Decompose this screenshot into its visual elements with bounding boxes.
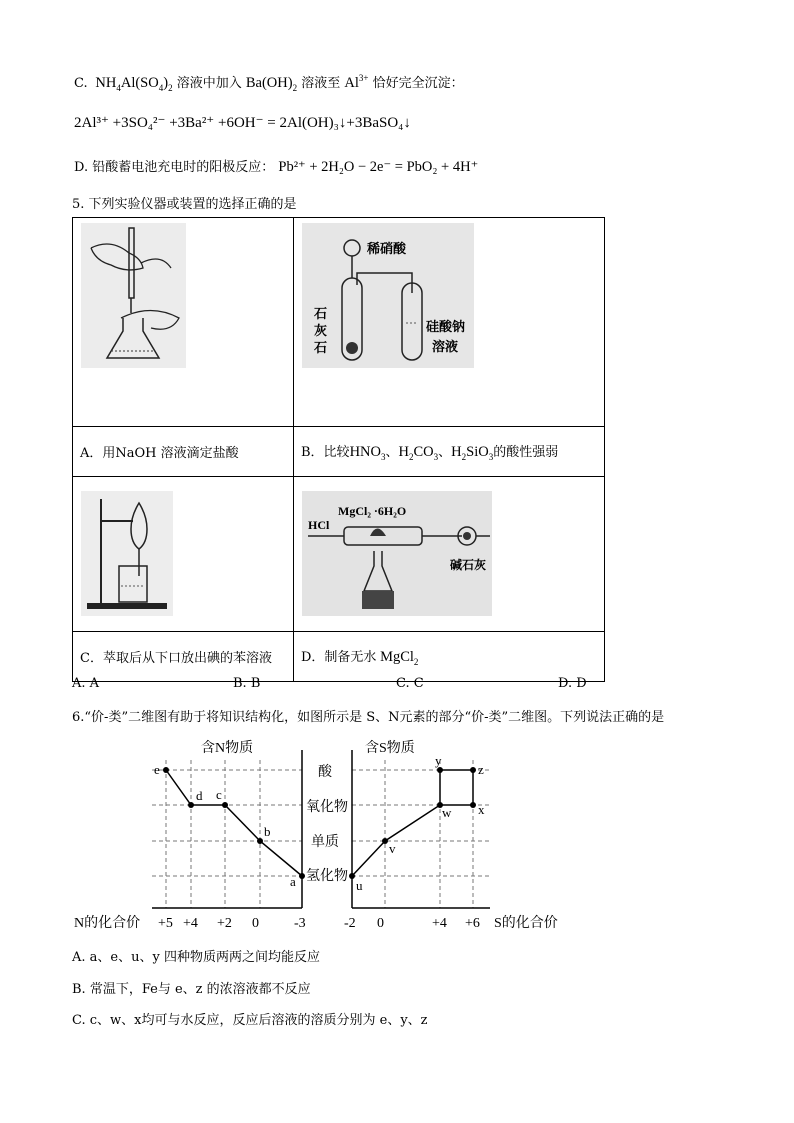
s-tick-2: +4	[432, 916, 447, 931]
point-label-x: x	[478, 802, 485, 817]
point-e	[163, 767, 169, 773]
label-stone1: 石	[314, 306, 328, 321]
label-solution: 溶液	[432, 339, 459, 354]
choice-b[interactable]: B. B	[233, 676, 261, 691]
s-axis-label: S的化合价	[494, 916, 558, 931]
series-s-line	[352, 770, 473, 876]
option-c-text1: 溶液中加入	[176, 76, 242, 91]
separatory-funnel-image	[81, 491, 173, 616]
q6-option-a: A. a、e、u、y 四种物质两两之间均能反应	[72, 950, 320, 965]
point-v	[382, 838, 388, 844]
label-stone2: 灰	[314, 323, 328, 338]
series-n-line	[166, 770, 302, 876]
point-u	[349, 873, 355, 879]
label-stone3: 石	[314, 340, 328, 355]
s-tick-3: +6	[465, 916, 480, 931]
option-b-suffix: 的酸性强弱	[493, 445, 559, 461]
point-label-c: c	[216, 787, 222, 802]
n-tick-2: +2	[217, 916, 232, 931]
point-label-u: u	[356, 878, 363, 893]
mgcl2-apparatus-image	[302, 491, 492, 616]
n-tick-1: +4	[183, 916, 198, 931]
option-b: B．比较$HNO_3$、$H_2CO_3$、$H_2SiO_3$的酸性强弱	[294, 427, 605, 477]
option-a: A．用NaOH 溶液滴定盐酸	[73, 427, 294, 477]
point-b	[257, 838, 263, 844]
option-c-prefix: C.	[74, 76, 88, 91]
category-element: 单质	[311, 835, 339, 850]
point-x	[470, 802, 476, 808]
chart-n-title: 含N物质	[201, 741, 254, 756]
label-soda-lime: 碱石灰	[450, 558, 487, 572]
acid-strength-image	[302, 223, 474, 368]
n-axis-label: N的化合价	[74, 916, 141, 931]
category-hydride: 氢化物	[306, 869, 348, 884]
label-hcl: HCl	[308, 518, 330, 532]
point-label-e: e	[154, 762, 160, 777]
formula-nh4al: $NH_4Al(SO_4)_2$	[91, 75, 173, 93]
point-label-d: d	[196, 788, 203, 803]
q6-option-b: B. 常温下，Fe与 e、z 的浓溶液都不反应	[72, 982, 311, 997]
formula-al3: $Al^{3+}$	[344, 73, 369, 91]
cell-image-d	[294, 477, 605, 632]
q4-d-equation: Pb²⁺ + 2H₂O − 2e⁻ = PbO₂ + 4H⁺	[278, 159, 479, 175]
option-b-prefix: B．比较	[301, 445, 350, 461]
point-z	[470, 767, 476, 773]
n-tick-4: -3	[294, 916, 306, 931]
point-c	[222, 802, 228, 808]
q4-option-c	[74, 72, 464, 93]
q4-c-equation: 2Al³⁺ +3SO₄²⁻ +3Ba²⁺ +6OH⁻ = 2Al(OH)₃↓+3BaSO₄↓	[74, 115, 411, 131]
point-d	[188, 802, 194, 808]
option-d-text: 铅酸蓄电池充电时的阳极反应：	[92, 160, 275, 175]
s-tick-1: 0	[377, 916, 384, 931]
valence-category-chart	[0, 730, 794, 940]
n-tick-3: 0	[252, 916, 259, 931]
titration-image	[81, 223, 186, 368]
choice-a[interactable]: A. A	[72, 676, 100, 691]
category-acid: 酸	[318, 765, 332, 780]
cell-image-a	[73, 218, 294, 427]
q6-stem: 6.“价-类”二维图有助于将知识结构化，如图所示是 S、N元素的部分“价-类”二维图。下列说法正确的是	[72, 710, 665, 725]
option-c-text2: 溶液至	[301, 76, 341, 91]
option-c: C．萃取后从下口放出碘的苯溶液	[73, 632, 294, 682]
q6-option-c: C. c、w、x均可与水反应，反应后溶液的溶质分别为 e、y、z	[72, 1013, 428, 1028]
point-label-w: w	[442, 805, 452, 820]
point-label-z: z	[478, 762, 484, 777]
q5-stem: 5. 下列实验仪器或装置的选择正确的是	[72, 197, 297, 212]
label-dilute-nitric-acid: 稀硝酸	[367, 241, 407, 256]
sep-2: 、	[438, 445, 452, 461]
point-label-y: y	[435, 753, 442, 768]
point-label-a: a	[290, 874, 296, 889]
choice-c[interactable]: C. C	[396, 676, 424, 691]
n-tick-0: +5	[158, 916, 173, 931]
label-mgcl2-hydrate: MgCl₂ ·6H₂O	[338, 504, 407, 518]
q4-option-d	[74, 156, 478, 176]
option-d: D．制备无水 MgCl$_2$	[294, 632, 605, 682]
point-label-v: v	[389, 841, 396, 856]
formula-baoh2: $Ba(OH)_2$	[245, 75, 298, 93]
option-d-prefix: D.	[74, 160, 89, 175]
category-oxide: 氧化物	[306, 800, 348, 815]
option-c-text3: 恰好完全沉淀：	[372, 76, 464, 91]
cell-image-c	[73, 477, 294, 632]
label-sodium-silicate: 硅酸钠	[426, 319, 466, 334]
option-d-prefix: D．制备无水	[301, 650, 377, 666]
chart-s-title: 含S物质	[365, 741, 415, 756]
sep-1: 、	[385, 445, 399, 461]
chart-series-lines	[166, 770, 473, 876]
cell-image-b	[294, 218, 605, 427]
chart-ticks	[158, 916, 480, 931]
s-tick-0: -2	[344, 916, 356, 931]
choice-d[interactable]: D. D	[558, 676, 587, 691]
q5-options-table	[72, 217, 605, 682]
point-a	[299, 873, 305, 879]
point-label-b: b	[264, 824, 271, 839]
